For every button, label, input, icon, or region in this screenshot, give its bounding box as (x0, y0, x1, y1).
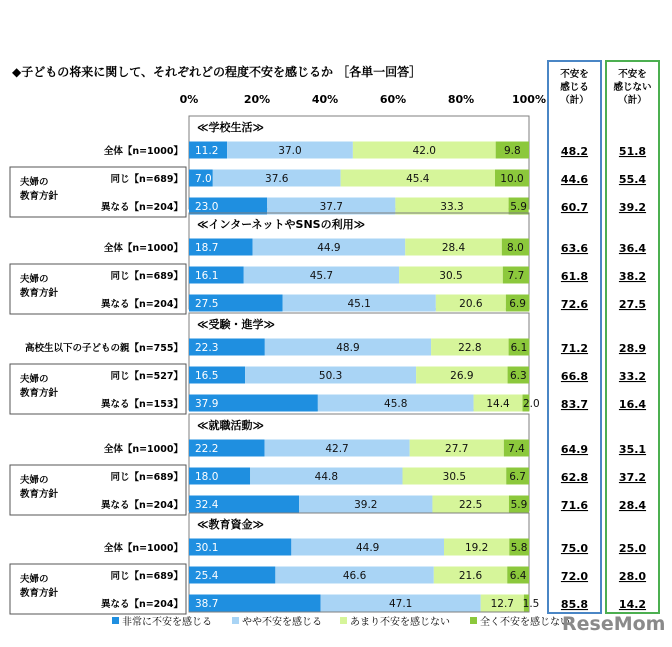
summary-value: 28.9 (618, 342, 647, 355)
data-label: 48.9 (336, 342, 360, 354)
data-label: 22.2 (195, 443, 219, 455)
group-label: 教育方針 (20, 191, 59, 202)
data-label: 47.1 (388, 598, 413, 610)
row-label: 全体【n=1000】 (103, 444, 183, 455)
data-label: 26.9 (450, 370, 474, 382)
data-label: 10.0 (500, 173, 524, 185)
summary-value: 72.6 (560, 298, 589, 311)
data-label: 5.9 (510, 499, 528, 511)
summary-value: 83.7 (560, 398, 589, 411)
x-tick-label: 80% (447, 93, 475, 106)
group-label: 教育方針 (20, 288, 59, 299)
data-label: 27.5 (195, 298, 219, 310)
legend-label: 全く不安を感じない (480, 617, 570, 628)
data-label: 12.7 (490, 598, 515, 610)
legend-swatch (340, 617, 347, 624)
data-label: 20.6 (459, 298, 483, 310)
row-label: 異なる【n=204】 (100, 599, 183, 610)
summary-value: 85.8 (560, 598, 589, 611)
data-label: 30.5 (442, 471, 467, 483)
row-label: 同じ【n=689】 (110, 174, 183, 185)
data-label: 19.2 (464, 542, 489, 554)
group-label: 夫婦の (20, 374, 49, 385)
x-tick-label: 60% (379, 93, 407, 106)
data-label: 16.5 (195, 370, 219, 382)
data-label: 45.1 (347, 298, 371, 310)
plot-area (10, 116, 646, 614)
data-label: 6.9 (509, 298, 526, 310)
data-label: 21.6 (458, 570, 483, 582)
x-tick-label: 0% (179, 93, 199, 106)
legend-label: あまり不安を感じない (350, 617, 450, 628)
summary-value: 72.0 (560, 570, 589, 583)
group-label: 夫婦の (20, 177, 49, 188)
watermark-logo: ReseMom (562, 613, 666, 635)
row-label: 異なる【n=204】 (100, 299, 183, 310)
summary-value: 28.4 (618, 499, 647, 512)
legend-swatch (470, 617, 477, 624)
row-label: 同じ【n=689】 (110, 271, 183, 282)
data-label: 5.9 (510, 201, 527, 213)
data-label: 22.8 (458, 342, 482, 354)
group-label: 教育方針 (20, 588, 59, 599)
group-label: 夫婦の (20, 475, 49, 486)
data-label: 45.4 (406, 173, 430, 185)
summary-value: 63.6 (560, 242, 589, 255)
data-label: 45.7 (309, 270, 334, 282)
data-label: 42.7 (325, 443, 349, 455)
row-label: 全体【n=1000】 (103, 543, 183, 554)
summary-column-header: 感じる (560, 82, 589, 93)
data-label: 14.4 (486, 398, 510, 410)
data-label: 8.0 (507, 242, 524, 254)
summary-value: 33.2 (618, 370, 647, 383)
summary-value: 66.8 (560, 370, 589, 383)
data-label: 22.3 (195, 342, 219, 354)
data-label: 16.1 (195, 270, 219, 282)
data-label: 44.9 (317, 242, 341, 254)
summary-value: 62.8 (560, 471, 589, 484)
data-label: 7.7 (507, 270, 525, 282)
data-label: 9.8 (503, 145, 521, 157)
data-label: 7.0 (195, 173, 212, 185)
data-label: 7.4 (508, 443, 525, 455)
data-label: 11.2 (195, 145, 219, 157)
summary-value: 75.0 (560, 542, 589, 555)
summary-value: 60.7 (560, 201, 589, 214)
summary-value: 71.2 (560, 342, 589, 355)
summary-column-header: （計） (618, 95, 647, 106)
data-label: 6.3 (509, 370, 527, 382)
data-label: 1.5 (522, 598, 540, 610)
data-label: 2.0 (522, 398, 540, 410)
group-label: 教育方針 (20, 489, 59, 500)
summary-value: 55.4 (618, 173, 647, 186)
section-title: ≪受験・進学≫ (197, 318, 276, 331)
data-label: 6.4 (509, 570, 527, 582)
summary-value: 38.2 (618, 270, 647, 283)
section-title: ≪就職活動≫ (197, 419, 265, 432)
data-label: 37.0 (278, 145, 302, 157)
summary-value: 48.2 (560, 145, 589, 158)
data-label: 33.3 (440, 201, 464, 213)
row-label: 異なる【n=204】 (100, 500, 183, 511)
data-label: 30.1 (195, 542, 219, 554)
row-label: 異なる【n=204】 (100, 202, 183, 213)
summary-value: 61.8 (560, 270, 589, 283)
legend-swatch (112, 617, 119, 624)
legend (112, 615, 570, 628)
x-axis (180, 93, 546, 106)
data-label: 37.6 (265, 173, 289, 185)
data-label: 44.9 (355, 542, 380, 554)
data-label: 6.1 (510, 342, 528, 354)
data-label: 18.7 (195, 242, 219, 254)
data-label: 44.8 (314, 471, 339, 483)
data-label: 25.4 (195, 570, 219, 582)
summary-value: 16.4 (618, 398, 647, 411)
summary-column-header: 感じない (613, 82, 652, 93)
data-label: 38.7 (195, 598, 219, 610)
legend-swatch (232, 617, 239, 624)
data-label: 6.7 (509, 471, 526, 483)
data-label: 42.0 (412, 145, 436, 157)
row-label: 全体【n=1000】 (103, 243, 183, 254)
data-label: 27.7 (445, 443, 469, 455)
summary-value: 39.2 (618, 201, 647, 214)
summary-column-box (606, 61, 659, 613)
x-tick-label: 20% (243, 93, 271, 106)
group-label: 夫婦の (20, 574, 49, 585)
row-label: 同じ【n=689】 (110, 571, 183, 582)
data-label: 5.8 (510, 542, 528, 554)
row-label: 同じ【n=689】 (110, 472, 183, 483)
data-label: 32.4 (195, 499, 219, 511)
group-label: 夫婦の (20, 274, 49, 285)
data-label: 46.6 (342, 570, 367, 582)
summary-value: 37.2 (618, 471, 647, 484)
legend-label: やや不安を感じる (242, 617, 322, 628)
group-label: 教育方針 (20, 388, 59, 399)
summary-column-box (548, 61, 601, 613)
data-label: 23.0 (195, 201, 219, 213)
chart-title: ◆子どもの将来に関して、それぞれどの程度不安を感じるか ［各単一回答］ (12, 65, 422, 79)
row-label: 同じ【n=527】 (110, 371, 183, 382)
summary-value: 28.0 (618, 570, 647, 583)
data-label: 18.0 (195, 471, 219, 483)
row-label: 高校生以下の子どもの親【n=755】 (24, 343, 183, 354)
data-label: 37.9 (195, 398, 219, 410)
summary-value: 64.9 (560, 443, 589, 456)
row-label: 全体【n=1000】 (103, 146, 183, 157)
data-label: 45.8 (384, 398, 408, 410)
summary-column-header: （計） (560, 95, 589, 106)
row-label: 異なる【n=153】 (100, 399, 183, 410)
section-title: ≪学校生活≫ (197, 121, 265, 134)
summary-value: 27.5 (618, 298, 647, 311)
x-tick-label: 40% (311, 93, 339, 106)
data-label: 39.2 (354, 499, 378, 511)
summary-value: 36.4 (618, 242, 647, 255)
summary-value: 35.1 (618, 443, 647, 456)
section-title: ≪インターネットやSNSの利用≫ (197, 218, 366, 231)
summary-column-header: 不安を (618, 69, 647, 80)
data-label: 37.7 (319, 201, 343, 213)
data-label: 28.4 (441, 242, 466, 254)
data-label: 22.5 (458, 499, 483, 511)
legend-label: 非常に不安を感じる (122, 617, 212, 628)
data-label: 30.5 (439, 270, 463, 282)
summary-value: 71.6 (560, 499, 589, 512)
summary-value: 51.8 (618, 145, 647, 158)
x-tick-label: 100% (512, 93, 546, 106)
summary-column-header: 不安を (560, 69, 589, 80)
summary-value: 14.2 (618, 598, 647, 611)
summary-value: 25.0 (618, 542, 647, 555)
summary-value: 44.6 (560, 173, 589, 186)
section-title: ≪教育資金≫ (197, 518, 265, 531)
summary-columns (548, 61, 659, 613)
data-label: 50.3 (318, 370, 343, 382)
